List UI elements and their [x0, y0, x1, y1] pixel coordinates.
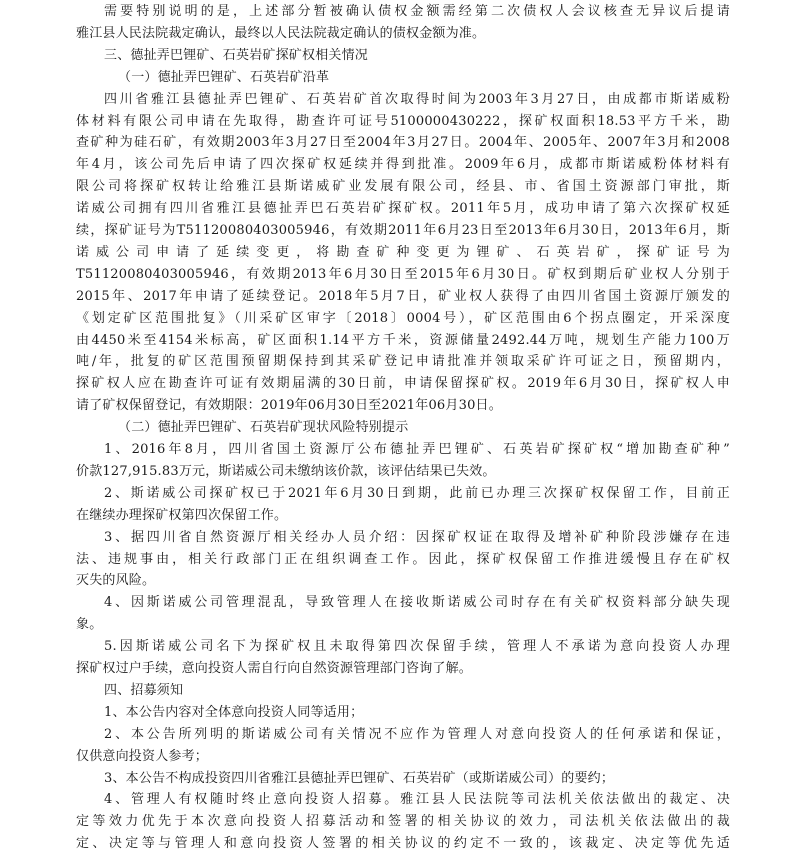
- paragraph-line: （一）德扯弄巴锂矿、石英岩矿沿革: [118, 69, 330, 85]
- paragraph-line: 由4450米至4154米标高，矿区面积1.14平方千米，资源储量2492.44万吨，规划生产能力100万: [76, 332, 730, 348]
- paragraph-line: 定等效力优先于本次意向投资人招募活动和签署的相关协议的效力，司法机关依法做出的裁: [76, 814, 730, 830]
- paragraph-line: 1、2016年8月，四川省国土资源厅公布德扯弄巴锂矿、石英岩矿探矿权“增加勘查矿种”: [104, 442, 730, 457]
- paragraph-line: 灭失的风险。: [76, 573, 156, 589]
- paragraph-line: T51120080403005946，有效期2013年6月30日至2015年6月30日。矿权到期后矿业权人分别于: [76, 266, 730, 282]
- paragraph-line: 2、斯诺威公司探矿权已于2021年6月30日到期，此前已办理三次探矿权保留工作，目前正: [104, 485, 730, 501]
- paragraph-line: 《划定矿区范围批复》（川采矿区审字〔2018〕0004号），矿区范围由6个拐点圈定，开采深度: [76, 310, 730, 326]
- paragraph-line: 5.因斯诺威公司名下为探矿权且未取得第四次保留手续，管理人不承诺为意向投资人办理: [104, 639, 730, 655]
- paragraph-line: 探矿权人应在勘查许可证有效期届满的30日前，申请保留探矿权。2019年6月30日，探矿权人申: [76, 376, 730, 392]
- paragraph-line: 定、决定等与管理人和意向投资人签署的相关协议的约定不一致的，该裁定、决定等优先适: [76, 836, 730, 852]
- paragraph-line: 2015年、2017年申请了延续登记。2018年5月7日，矿业权人获得了由四川省国土资源厅颁发的: [76, 288, 730, 304]
- paragraph-line: 年4月，该公司先后申请了四次探矿权延续并得到批准。2009年6月，成都市斯诺威粉体材料有: [76, 157, 730, 173]
- paragraph-line: 请了矿权保留登记，有效期限：2019年06月30日至2021年06月30日。: [76, 398, 502, 414]
- paragraph-line: 需要特别说明的是，上述部分暂被确认债权金额需经第二次债权人会议核查无异议后提请: [104, 4, 730, 19]
- paragraph-line: （二）德扯弄巴锂矿、石英岩矿现状风险特别提示: [118, 420, 409, 436]
- paragraph-line: 在继续办理探矿权第四次保留工作。: [76, 507, 288, 523]
- paragraph-line: 2、本公告所列明的斯诺威公司有关情况不应作为管理人对意向投资人的任何承诺和保证，: [104, 726, 730, 742]
- paragraph-line: 四、招募须知: [104, 682, 184, 698]
- paragraph-line: 象。: [76, 617, 103, 633]
- paragraph-line: 4、管理人有权随时终止意向投资人招募。雅江县人民法院等司法机关依法做出的裁定、决: [104, 792, 730, 808]
- paragraph-line: 4、因斯诺威公司管理混乱，导致管理人在接收斯诺威公司时存在有关矿权资料部分缺失现: [104, 595, 730, 611]
- paragraph-line: 三、德扯弄巴锂矿、石英岩矿探矿权相关情况: [104, 47, 369, 63]
- paragraph-line: 1、本公告内容对全体意向投资人同等适用；: [104, 704, 364, 720]
- paragraph-line: 探矿权过户手续，意向投资人需自行向自然资源管理部门咨询了解。: [76, 661, 473, 676]
- paragraph-line: 仅供意向投资人参考；: [76, 748, 209, 764]
- paragraph-line: 雅江县人民法院裁定确认，最终以人民法院裁定确认的债权金额为准。: [76, 25, 486, 41]
- paragraph-line: 查矿种为硅石矿，有效期2003年3月27日至2004年3月27日。2004年、2005年、2007年3月和2008: [76, 135, 730, 151]
- paragraph-line: 体材料有限公司申请在先取得，勘查许可证号5100000430222，探矿权面积18.53平方千米，勘: [76, 113, 730, 129]
- paragraph-line: 价款127,915.83万元，斯诺威公司未缴纳该价款，该评估结果已失效。: [76, 463, 496, 479]
- paragraph-line: 四川省雅江县德扯弄巴锂矿、石英岩矿首次取得时间为2003年3月27日，由成都市斯诺威粉: [104, 91, 730, 107]
- paragraph-line: 法、违规事由，相关行政部门正在组织调查工作。因此，探矿权保留工作推进缓慢且存在矿权: [76, 551, 730, 567]
- paragraph-line: 3、据四川省自然资源厅相关经办人员介绍：因探矿权证在取得及增补矿种阶段涉嫌存在违: [104, 529, 730, 545]
- paragraph-line: 诺威公司拥有四川省雅江县德扯弄巴石英岩矿探矿权。2011年5月，成功申请了第六次探矿权延: [76, 201, 730, 217]
- paragraph-line: 续，探矿证号为T51120080403005946，有效期2011年6月23日至2013年6月30日，2013年6月，斯: [76, 223, 730, 238]
- paragraph-line: 吨/年，批复的矿区范围预留期保持到其采矿登记申请批准并领取采矿许可证之日，预留期内，: [76, 354, 730, 370]
- paragraph-line: 限公司将探矿权转让给雅江县斯诺威矿业发展有限公司，经县、市、省国土资源部门审批，斯: [76, 179, 730, 195]
- paragraph-line: 3、本公告不构成投资四川省雅江县德扯弄巴锂矿、石英岩矿（或斯诺威公司）的要约；: [104, 770, 615, 786]
- paragraph-line: 诺威公司申请了延续变更，将勘查矿种变更为锂矿、石英岩矿，探矿证号为: [76, 244, 730, 260]
